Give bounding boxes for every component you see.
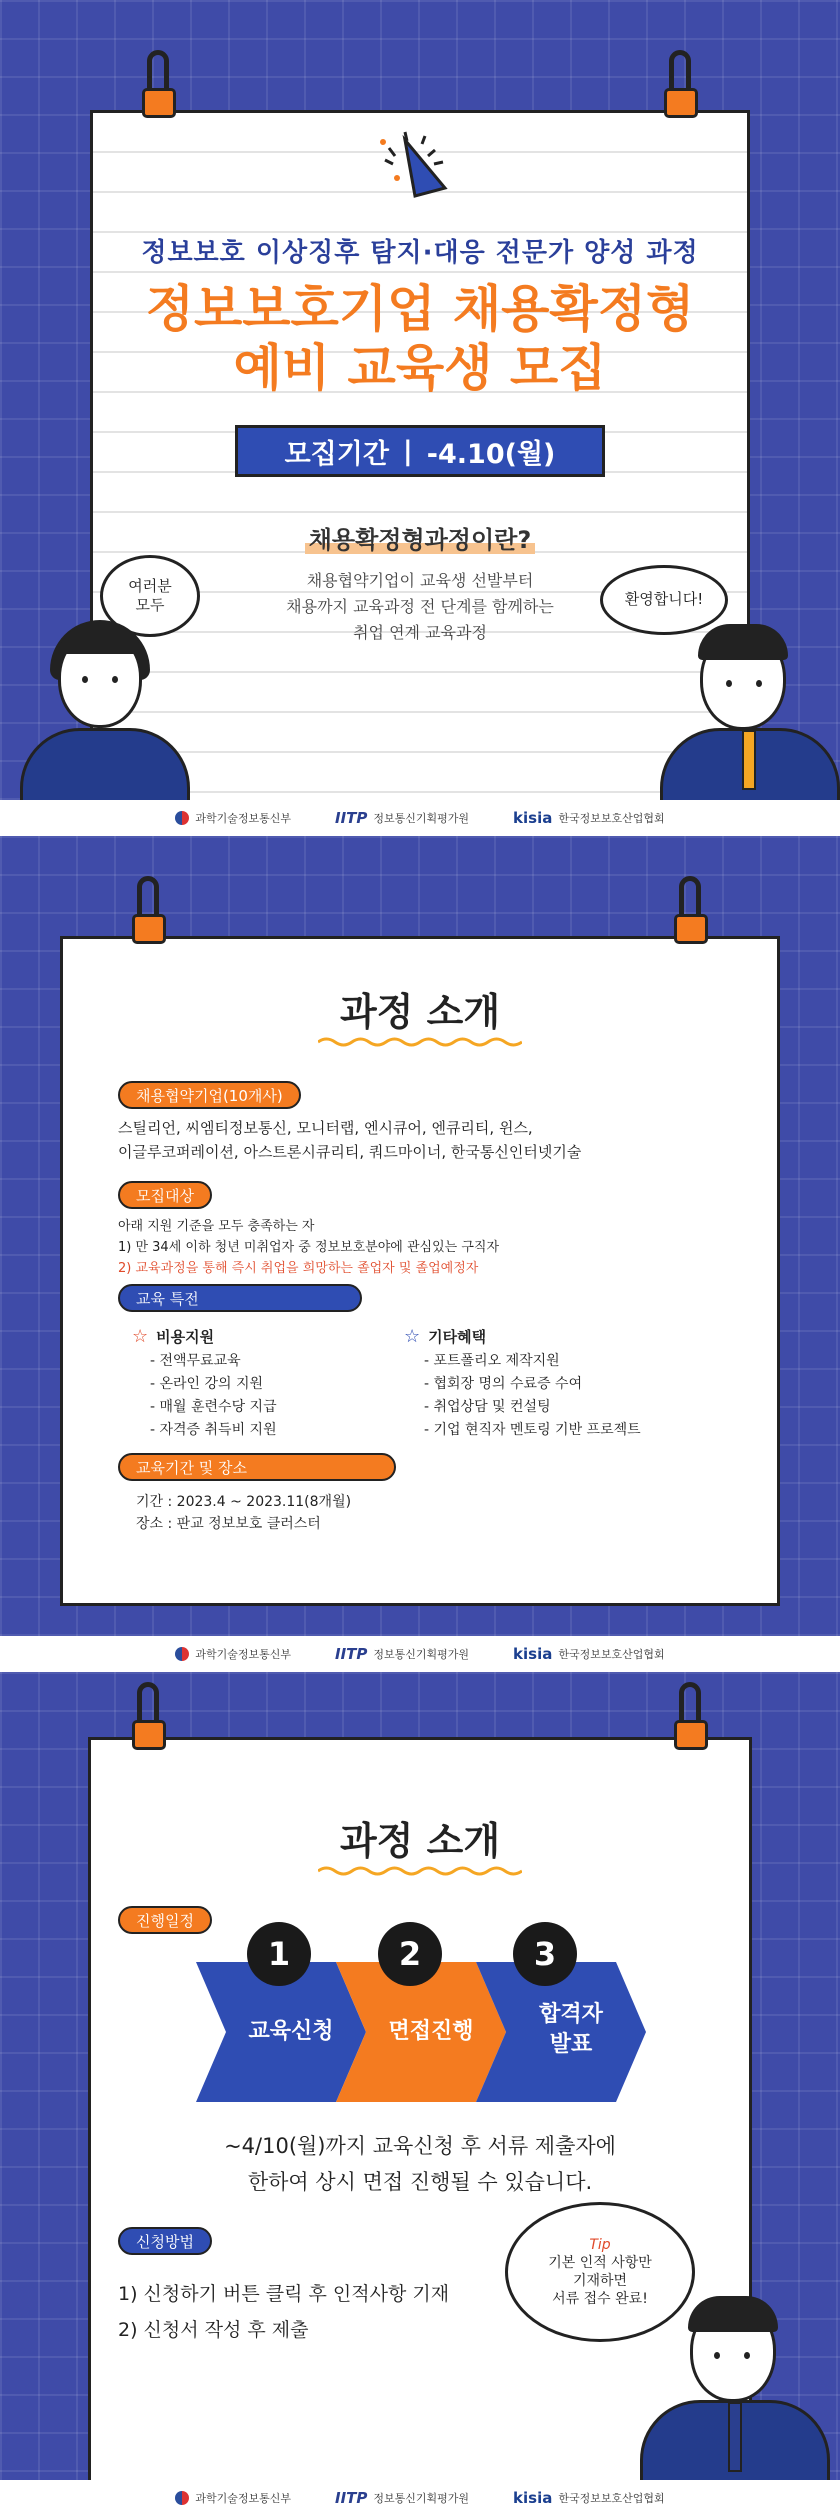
iitp-logo: IITP: [335, 809, 368, 827]
ministry-logo: 과학기술정보통신부: [195, 2492, 292, 2505]
iitp-name: 정보통신기획평가원: [373, 2492, 470, 2505]
what-title: [0, 520, 840, 555]
course-subtitle: 정보보호 이상징후 탐지·대응 전문가 양성 과정: [141, 238, 699, 268]
etc-item: - 협회장 명의 수료증 수여: [424, 1376, 583, 1392]
schedule-note: [0, 2128, 840, 2200]
ministry-logo: 과학기술정보통신부: [195, 812, 292, 825]
etc-benefits-title: [404, 1326, 486, 1347]
recruit-title-line1: 정보보호기업 채용확정형: [145, 280, 695, 338]
course-period: 기간 : 2023.4 ~ 2023.11(8개월): [136, 1494, 352, 1510]
star-icon: ☆: [404, 1326, 421, 1347]
step-number: 2: [378, 1922, 442, 1986]
cost-item: - 온라인 강의 지원: [150, 1376, 264, 1392]
target-line2: 1) 만 34세 이하 청년 미취업자 중 정보보호분야에 관심있는 구직자: [118, 1240, 500, 1255]
star-icon: ☆: [132, 1326, 149, 1347]
companies-line1: 스틸리언, 씨엠티정보통신, 모니터랩, 엔시큐어, 엔큐리티, 윈스,: [118, 1119, 533, 1137]
cost-item: - 매월 훈련수당 지급: [150, 1399, 277, 1415]
government-emblem-icon: [175, 811, 189, 825]
apply-step: 2) 신청서 작성 후 제출: [118, 2319, 309, 2341]
cost-support-title: [132, 1326, 214, 1347]
course-place: 장소 : 판교 정보보호 클러스터: [136, 1516, 321, 1532]
step-label: 합격자 발표: [539, 2002, 603, 2057]
ministry-logo: 과학기술정보통신부: [195, 1648, 292, 1661]
period-place-text: [136, 1491, 351, 1535]
period-place-label: 교육기간 및 장소: [118, 1453, 396, 1481]
government-emblem-icon: [175, 1647, 189, 1661]
course-panel: [0, 836, 840, 1636]
period-separator: |: [402, 435, 413, 467]
binder-clip: [674, 1682, 708, 1752]
note-line1: ~4/10(월)까지 교육신청 후 서류 제출자에: [224, 2134, 616, 2158]
what-desc-line1: 채용협약기업이 교육생 선발부터: [306, 571, 534, 590]
target-line1: 아래 지원 기준을 모두 충족하는 자: [118, 1219, 315, 1234]
note-line2: 한하여 상시 면접 진행될 수 있습니다.: [247, 2170, 593, 2194]
party-popper-icon: [375, 130, 465, 205]
binder-clip: [664, 50, 698, 120]
wave-divider: [318, 1865, 522, 1877]
footer-logos: [0, 1636, 840, 1672]
bubble-right-text: 환영합니다!: [624, 590, 704, 609]
recruit-period: [235, 425, 605, 477]
step-label: 면접진행: [388, 2019, 474, 2044]
process-panel: [0, 1672, 840, 2480]
kisia-logo: kisia: [513, 2489, 553, 2507]
step-number: 1: [247, 1922, 311, 1986]
step-number: 3: [513, 1922, 577, 1986]
what-title-text: 채용확정형과정이란?: [305, 526, 536, 554]
kisia-name: 한국정보보호산업협회: [558, 2492, 665, 2505]
companies-line2: 이글루코퍼레이션, 아스트론시큐리티, 쿼드마이너, 한국통신인터넷기술: [118, 1143, 582, 1161]
binder-clip: [674, 876, 708, 946]
footer-logos: [0, 2480, 840, 2516]
man-character: [640, 2282, 830, 2480]
iitp-name: 정보통신기획평가원: [373, 812, 470, 825]
kisia-name: 한국정보보호산업협회: [558, 1648, 665, 1661]
iitp-logo: IITP: [335, 1645, 368, 1663]
woman-character: [20, 610, 190, 800]
iitp-logo: IITP: [335, 2489, 368, 2507]
companies-label: 채용협약기업(10개사): [118, 1081, 301, 1109]
target-description: [118, 1216, 499, 1279]
tip-text: 기본 인적 사항만 기재하면 서류 접수 완료!: [548, 2254, 652, 2308]
recruit-title-line2: 예비 교육생 모집: [233, 339, 607, 397]
bubble-left-text: 여러분 모두: [128, 576, 172, 614]
period-value: -4.10(월): [426, 438, 556, 470]
cost-support-list: [150, 1350, 277, 1442]
etc-item: - 포트폴리오 제작지원: [424, 1353, 560, 1369]
target-line3: 2) 교육과정을 통해 즉시 취업을 희망하는 졸업자 및 졸업예정자: [118, 1261, 479, 1276]
binder-clip: [142, 50, 176, 120]
tip-label: Tip: [589, 2236, 611, 2253]
companies-list: [118, 1116, 581, 1164]
process-title: 과정 소개: [339, 1819, 501, 1863]
cost-item: - 전액무료교육: [150, 1353, 241, 1369]
kisia-name: 한국정보보호산업협회: [558, 812, 665, 825]
binder-clip: [132, 1682, 166, 1752]
step-label: 교육신청: [248, 2019, 334, 2044]
iitp-name: 정보통신기획평가원: [373, 1648, 470, 1661]
course-title: 과정 소개: [339, 990, 501, 1034]
etc-title-text: 기타혜택: [428, 1328, 487, 1346]
kisia-logo: kisia: [513, 809, 553, 827]
footer-logos: [0, 800, 840, 836]
apply-step: 1) 신청하기 버튼 클릭 후 인적사항 기재: [118, 2283, 450, 2305]
etc-item: - 기업 현직자 멘토링 기반 프로젝트: [424, 1422, 641, 1438]
apply-steps: [118, 2276, 449, 2348]
apply-label: 신청방법: [118, 2227, 212, 2255]
cost-title-text: 비용지원: [156, 1328, 215, 1346]
what-desc-line3: 취업 연계 교육과정: [353, 623, 487, 642]
wave-divider: [318, 1036, 522, 1048]
government-emblem-icon: [175, 2491, 189, 2505]
etc-benefits-list: [424, 1350, 641, 1442]
binder-clip: [132, 876, 166, 946]
schedule-label: 진행일정: [118, 1906, 212, 1934]
recruit-title: [0, 280, 840, 398]
kisia-logo: kisia: [513, 1645, 553, 1663]
recruit-panel: [0, 0, 840, 800]
man-character: [660, 610, 840, 800]
benefits-label: 교육 특전: [118, 1284, 362, 1312]
what-desc-line2: 채용까지 교육과정 전 단계를 함께하는: [286, 597, 554, 616]
period-label: 모집기간: [284, 438, 389, 470]
etc-item: - 취업상담 및 컨설팅: [424, 1399, 551, 1415]
cost-item: - 자격증 취득비 지원: [150, 1422, 277, 1438]
target-label: 모집대상: [118, 1181, 212, 1209]
